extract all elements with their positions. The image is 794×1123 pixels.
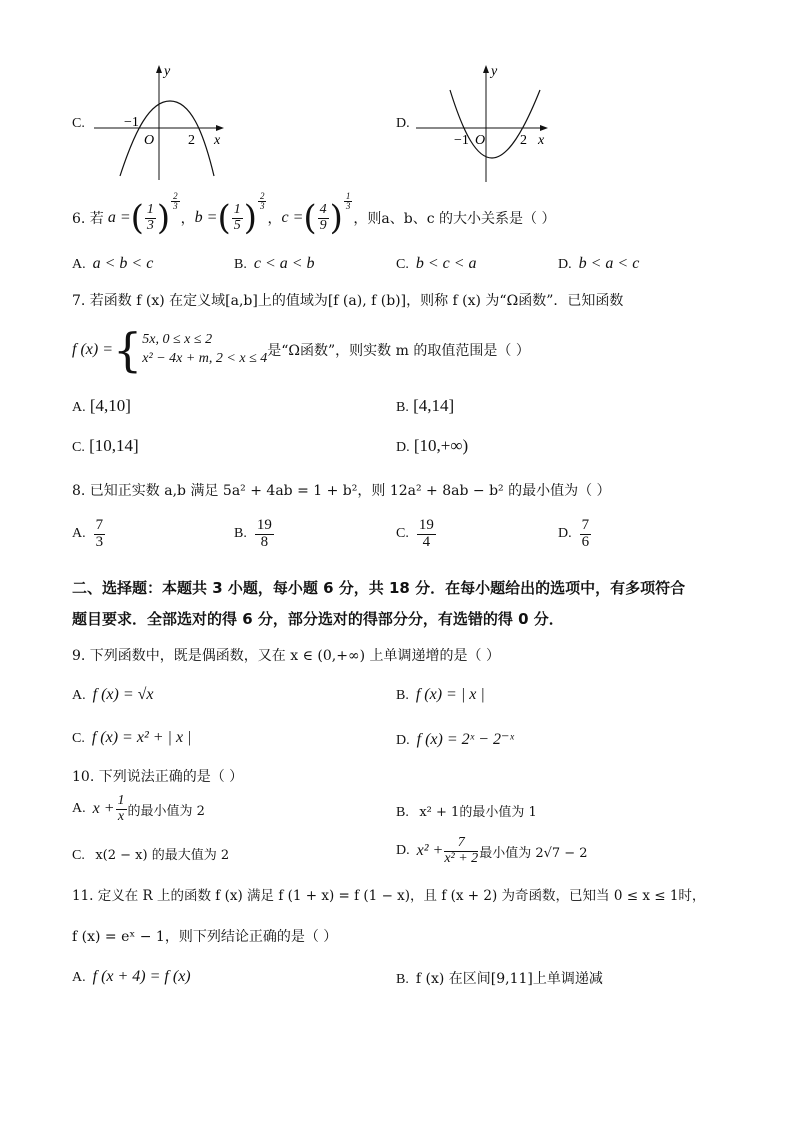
q8-option-a-den: 3 bbox=[95, 533, 104, 550]
q7-option-c[interactable] bbox=[72, 436, 139, 456]
q8-option-c[interactable] bbox=[396, 518, 437, 551]
section-2-heading-line1: 二、选择题：本题共 3 小题，每小题 6 分，共 18 分．在每小题给出的选项中，有多项符合 bbox=[72, 579, 686, 597]
q8-option-b-num: 19 bbox=[256, 517, 272, 533]
q6-option-a[interactable] bbox=[72, 255, 153, 273]
q10-option-a-den: x bbox=[117, 808, 125, 824]
q6-option-b-text: c < a < b bbox=[253, 255, 315, 272]
q6-c-eq: c = bbox=[281, 209, 304, 226]
q7-option-a-text: [4,10] bbox=[89, 396, 131, 415]
q9-option-c-text: f (x) = x² + | x | bbox=[91, 729, 192, 746]
graph-c-y-label: y bbox=[164, 64, 171, 79]
q10-option-c-label: C. bbox=[72, 848, 85, 863]
q9-option-d-text: f (x) = 2ˣ − 2⁻ˣ bbox=[416, 731, 514, 748]
q6-option-a-text: a < b < c bbox=[92, 255, 154, 272]
q6-option-c-text: b < c < a bbox=[415, 255, 477, 272]
q8-option-d-den: 6 bbox=[581, 533, 590, 550]
q8-option-d-label: D. bbox=[558, 526, 572, 542]
graph-d-x-label: x bbox=[538, 133, 545, 148]
q6-b-eq: b = bbox=[194, 209, 218, 226]
q9-option-a[interactable] bbox=[72, 686, 154, 704]
q10-text: 10. 下列说法正确的是（ ） bbox=[72, 769, 244, 785]
q10-option-d[interactable] bbox=[396, 831, 588, 871]
q10-option-d-tail: 最小值为 2√7 − 2 bbox=[479, 845, 588, 861]
q8-text: 8. 已知正实数 a,b 满足 5a² + 4ab = 1 + b²，则 12a² + 8ab − b² 的最小值为（ ） bbox=[72, 483, 611, 499]
q6-option-d-text: b < a < c bbox=[578, 255, 640, 272]
q6-fa-den: 3 bbox=[146, 217, 154, 233]
q7-line1: 7. 若函数 f (x) 在定义域[a,b]上的值域为[f (a), f (b)]，则称 f (x) 为“Ω函数”．已知函数 bbox=[72, 293, 624, 309]
q10-option-b-text: x² + 1的最小值为 1 bbox=[419, 805, 537, 820]
q7-option-a-label: A. bbox=[72, 400, 86, 415]
q6-fa-num: 1 bbox=[146, 201, 154, 217]
q6-ea-den: 3 bbox=[173, 201, 178, 212]
q6-ec-den: 3 bbox=[345, 201, 351, 212]
graph-d-tick-2: 2 bbox=[520, 133, 527, 148]
graph-c bbox=[90, 60, 230, 185]
q8-option-c-label: C. bbox=[396, 526, 409, 542]
q8-option-d-num: 7 bbox=[581, 517, 590, 533]
q10-option-c[interactable] bbox=[72, 844, 229, 864]
q10-option-b[interactable] bbox=[396, 801, 537, 821]
q6-fc-num: 4 bbox=[319, 201, 327, 217]
q11-option-a[interactable] bbox=[72, 968, 191, 986]
q6-option-c[interactable] bbox=[396, 255, 477, 273]
q6-fb-den: 5 bbox=[233, 217, 241, 233]
q10-option-a-label: A. bbox=[72, 801, 86, 816]
q7-option-b[interactable] bbox=[396, 396, 454, 416]
q6-a-eq: a = bbox=[107, 209, 131, 226]
q6-option-c-label: C. bbox=[396, 257, 409, 272]
q9-option-d-label: D. bbox=[396, 733, 410, 748]
graph-d-origin: O bbox=[475, 133, 486, 148]
q10-option-a-tail: 的最小值为 2 bbox=[127, 803, 205, 819]
q8-option-b-den: 8 bbox=[260, 533, 269, 550]
section-2-heading-line2: 题目要求．全部选对的得 6 分，部分选对的得部分分，有选错的得 0 分． bbox=[72, 610, 564, 628]
q7-option-c-label: C. bbox=[72, 440, 85, 455]
q6-option-d-label: D. bbox=[558, 257, 572, 272]
option-c-label[interactable]: C. bbox=[72, 116, 85, 131]
q8-option-d[interactable] bbox=[558, 518, 592, 551]
q8-option-c-den: 4 bbox=[422, 533, 431, 550]
q9-option-c[interactable] bbox=[72, 729, 191, 747]
q8-option-a-num: 7 bbox=[95, 517, 104, 533]
graph-d-tick-neg1: −1 bbox=[454, 133, 469, 148]
q9-option-c-label: C. bbox=[72, 731, 85, 746]
q10-option-c-text: x(2 − x) 的最大值为 2 bbox=[95, 848, 230, 863]
q8-option-a-label: A. bbox=[72, 526, 86, 542]
q6-eb-den: 3 bbox=[259, 201, 265, 212]
q6-option-b[interactable] bbox=[234, 255, 315, 273]
q7-option-b-text: [4,14] bbox=[413, 396, 455, 415]
q7-option-a[interactable] bbox=[72, 396, 131, 416]
q9-option-b-text: f (x) = | x | bbox=[415, 686, 485, 703]
q8-option-c-num: 19 bbox=[418, 517, 434, 533]
q10-option-d-label: D. bbox=[396, 843, 410, 858]
graph-c-x-label: x bbox=[214, 133, 221, 148]
q8-option-b[interactable] bbox=[234, 518, 275, 551]
q7-piecewise: f (x) = { 5x, 0 ≤ x ≤ 2 x² − 4x + m, 2 < x ≤ 4 是“Ω函数”，则实数 m 的取值范围是（ ） bbox=[72, 323, 530, 377]
graph-d bbox=[412, 60, 557, 185]
q6-ea-num: 2 bbox=[173, 191, 178, 201]
q9-option-a-text: f (x) = √x bbox=[92, 686, 154, 703]
q10-option-d-pre: x² + bbox=[416, 842, 444, 859]
q6-tail: ，则a、b、c 的大小关系是（ ） bbox=[353, 211, 556, 227]
q6-fb-num: 1 bbox=[233, 201, 241, 217]
q6-option-d[interactable] bbox=[558, 255, 639, 273]
q10-option-d-den: x² + 2 bbox=[444, 850, 479, 866]
q11-option-a-text: f (x + 4) = f (x) bbox=[92, 968, 191, 985]
option-d-label[interactable]: D. bbox=[396, 116, 410, 131]
q8-option-b-label: B. bbox=[234, 526, 247, 542]
q11-option-a-label: A. bbox=[72, 970, 86, 985]
q9-text: 9. 下列函数中，既是偶函数，又在 x ∈ (0,+∞) 上单调递增的是（ ） bbox=[72, 648, 500, 664]
q6-option-a-label: A. bbox=[72, 257, 86, 272]
q10-option-d-num: 7 bbox=[444, 836, 478, 852]
q9-option-b[interactable] bbox=[396, 686, 485, 704]
graph-d-y-label: y bbox=[491, 64, 498, 79]
graph-c-tick-neg1: −1 bbox=[124, 115, 139, 130]
q6-sep-1: ， bbox=[180, 211, 195, 227]
q11-line1: 11. 定义在 R 上的函数 f (x) 满足 f (1 + x) = f (1 − x)，且 f (x + 2) 为奇函数，已知当 0 ≤ x ≤ 1时， bbox=[72, 888, 706, 904]
q7-case2: x² − 4x + m, 2 < x ≤ 4 bbox=[142, 351, 268, 366]
q7-fx: f (x) = bbox=[72, 341, 113, 358]
q6-option-b-label: B. bbox=[234, 257, 247, 272]
graph-c-tick-2: 2 bbox=[188, 133, 195, 148]
q7-tail: 是“Ω函数”，则实数 m 的取值范围是（ ） bbox=[267, 343, 530, 359]
question-6: 6. 若 a = ( $\frac{1}{3}$ ) $\frac{2}{3}$ ， b = ( $\frac{1}{5}$ ) $\frac{2}{3}$ ， c = ( $\frac{4}{9}$ ) $\frac{1}{3}$ ，则a、b、c 的大小关系是（ ） bbox=[72, 191, 556, 238]
graph-c-origin: O bbox=[144, 133, 155, 148]
q10-option-a[interactable] bbox=[72, 790, 205, 828]
q11-line2: f (x) = eˣ − 1，则下列结论正确的是（ ） bbox=[72, 929, 338, 945]
q6-lead: 6. 若 bbox=[72, 211, 104, 227]
q11-option-b-text: f (x) 在区间[9,11]上单调递减 bbox=[415, 971, 603, 987]
q6-sep-2: ， bbox=[267, 211, 282, 227]
q10-option-a-num: 1 bbox=[117, 792, 125, 808]
q9-option-d[interactable] bbox=[396, 729, 514, 749]
q11-option-b-label: B. bbox=[396, 972, 409, 987]
q6-eb-num: 2 bbox=[259, 191, 265, 201]
q7-option-b-label: B. bbox=[396, 400, 409, 415]
q7-option-d[interactable] bbox=[396, 436, 468, 456]
q7-option-d-label: D. bbox=[396, 440, 410, 455]
q7-case1: 5x, 0 ≤ x ≤ 2 bbox=[142, 332, 213, 348]
q7-option-d-text: [10,+∞) bbox=[413, 436, 469, 455]
q9-option-b-label: B. bbox=[396, 688, 409, 703]
q8-option-a[interactable] bbox=[72, 518, 106, 551]
q6-fc-den: 9 bbox=[319, 217, 327, 233]
q10-option-a-pre: x + bbox=[92, 800, 115, 817]
q6-ec-num: 1 bbox=[345, 191, 351, 201]
q11-option-b[interactable] bbox=[396, 968, 603, 988]
q7-option-c-text: [10,14] bbox=[89, 436, 139, 455]
q10-option-b-label: B. bbox=[396, 805, 409, 820]
q9-option-a-label: A. bbox=[72, 688, 86, 703]
